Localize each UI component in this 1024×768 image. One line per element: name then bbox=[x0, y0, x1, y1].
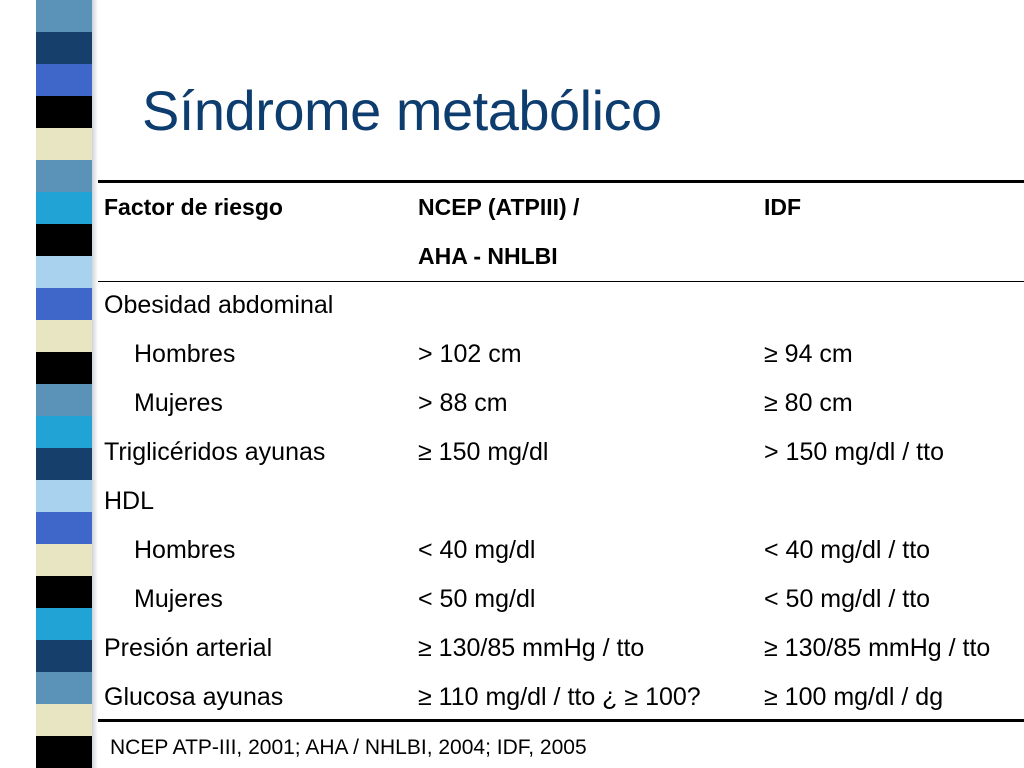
stripe-segment bbox=[36, 0, 92, 32]
row-ncep: ≥ 110 mg/dl / tto ¿ ≥ 100? bbox=[418, 683, 701, 711]
stripe-segment bbox=[36, 704, 92, 736]
stripe-segment bbox=[36, 608, 92, 640]
stripe-segment bbox=[36, 640, 92, 672]
row-ncep: ≥ 130/85 mmHg / tto bbox=[418, 634, 645, 662]
decorative-stripe bbox=[36, 0, 92, 768]
row-ncep: < 40 mg/dl bbox=[418, 536, 536, 564]
stripe-segment bbox=[36, 64, 92, 96]
stripe-segment bbox=[36, 256, 92, 288]
row-factor: Obesidad abdominal bbox=[104, 291, 334, 319]
header-factor: Factor de riesgo bbox=[104, 194, 283, 220]
stripe-segment bbox=[36, 224, 92, 256]
stripe-segment bbox=[36, 512, 92, 544]
row-factor: Mujeres bbox=[134, 389, 223, 417]
stripe-segment bbox=[36, 352, 92, 384]
stripe-segment bbox=[36, 448, 92, 480]
row-idf: ≥ 94 cm bbox=[764, 340, 853, 368]
row-factor: Hombres bbox=[134, 536, 236, 564]
row-idf: ≥ 100 mg/dl / dg bbox=[764, 683, 944, 711]
stripe-segment bbox=[36, 576, 92, 608]
row-idf: < 50 mg/dl / tto bbox=[764, 585, 931, 613]
stripe-segment bbox=[36, 672, 92, 704]
source-citation: NCEP ATP-III, 2001; AHA / NHLBI, 2004; IDF, 2005 bbox=[110, 736, 587, 759]
header-idf: IDF bbox=[764, 194, 802, 220]
stripe-segment bbox=[36, 160, 92, 192]
stripe-segment bbox=[36, 544, 92, 576]
row-factor: Glucosa ayunas bbox=[104, 683, 284, 711]
row-idf: ≥ 80 cm bbox=[764, 389, 853, 417]
stripe-segment bbox=[36, 288, 92, 320]
row-idf: < 40 mg/dl / tto bbox=[764, 536, 931, 564]
stripe-segment bbox=[36, 128, 92, 160]
row-factor: Hombres bbox=[134, 340, 236, 368]
row-ncep: > 88 cm bbox=[418, 389, 508, 417]
row-ncep: < 50 mg/dl bbox=[418, 585, 536, 613]
row-idf: > 150 mg/dl / tto bbox=[764, 438, 944, 466]
stripe-segment bbox=[36, 96, 92, 128]
row-factor: HDL bbox=[104, 487, 155, 515]
stripe-segment bbox=[36, 736, 92, 768]
stripe-segment bbox=[36, 480, 92, 512]
header-ncep-line2: AHA - NHLBI bbox=[418, 243, 558, 269]
stripe-segment bbox=[36, 192, 92, 224]
stripe-segment bbox=[36, 384, 92, 416]
row-ncep: ≥ 150 mg/dl bbox=[418, 438, 549, 466]
slide-title: Síndrome metabólico bbox=[142, 79, 662, 142]
row-factor: Presión arterial bbox=[104, 634, 273, 662]
row-idf: ≥ 130/85 mmHg / tto bbox=[764, 634, 991, 662]
row-factor: Mujeres bbox=[134, 585, 223, 613]
stripe-segment bbox=[36, 320, 92, 352]
stripe-segment bbox=[36, 416, 92, 448]
stripe-segment bbox=[36, 32, 92, 64]
row-factor: Triglicéridos ayunas bbox=[104, 438, 326, 466]
stripe-shadow bbox=[92, 0, 98, 768]
header-ncep-line1: NCEP (ATPIII) / bbox=[418, 194, 580, 220]
row-ncep: > 102 cm bbox=[418, 340, 522, 368]
